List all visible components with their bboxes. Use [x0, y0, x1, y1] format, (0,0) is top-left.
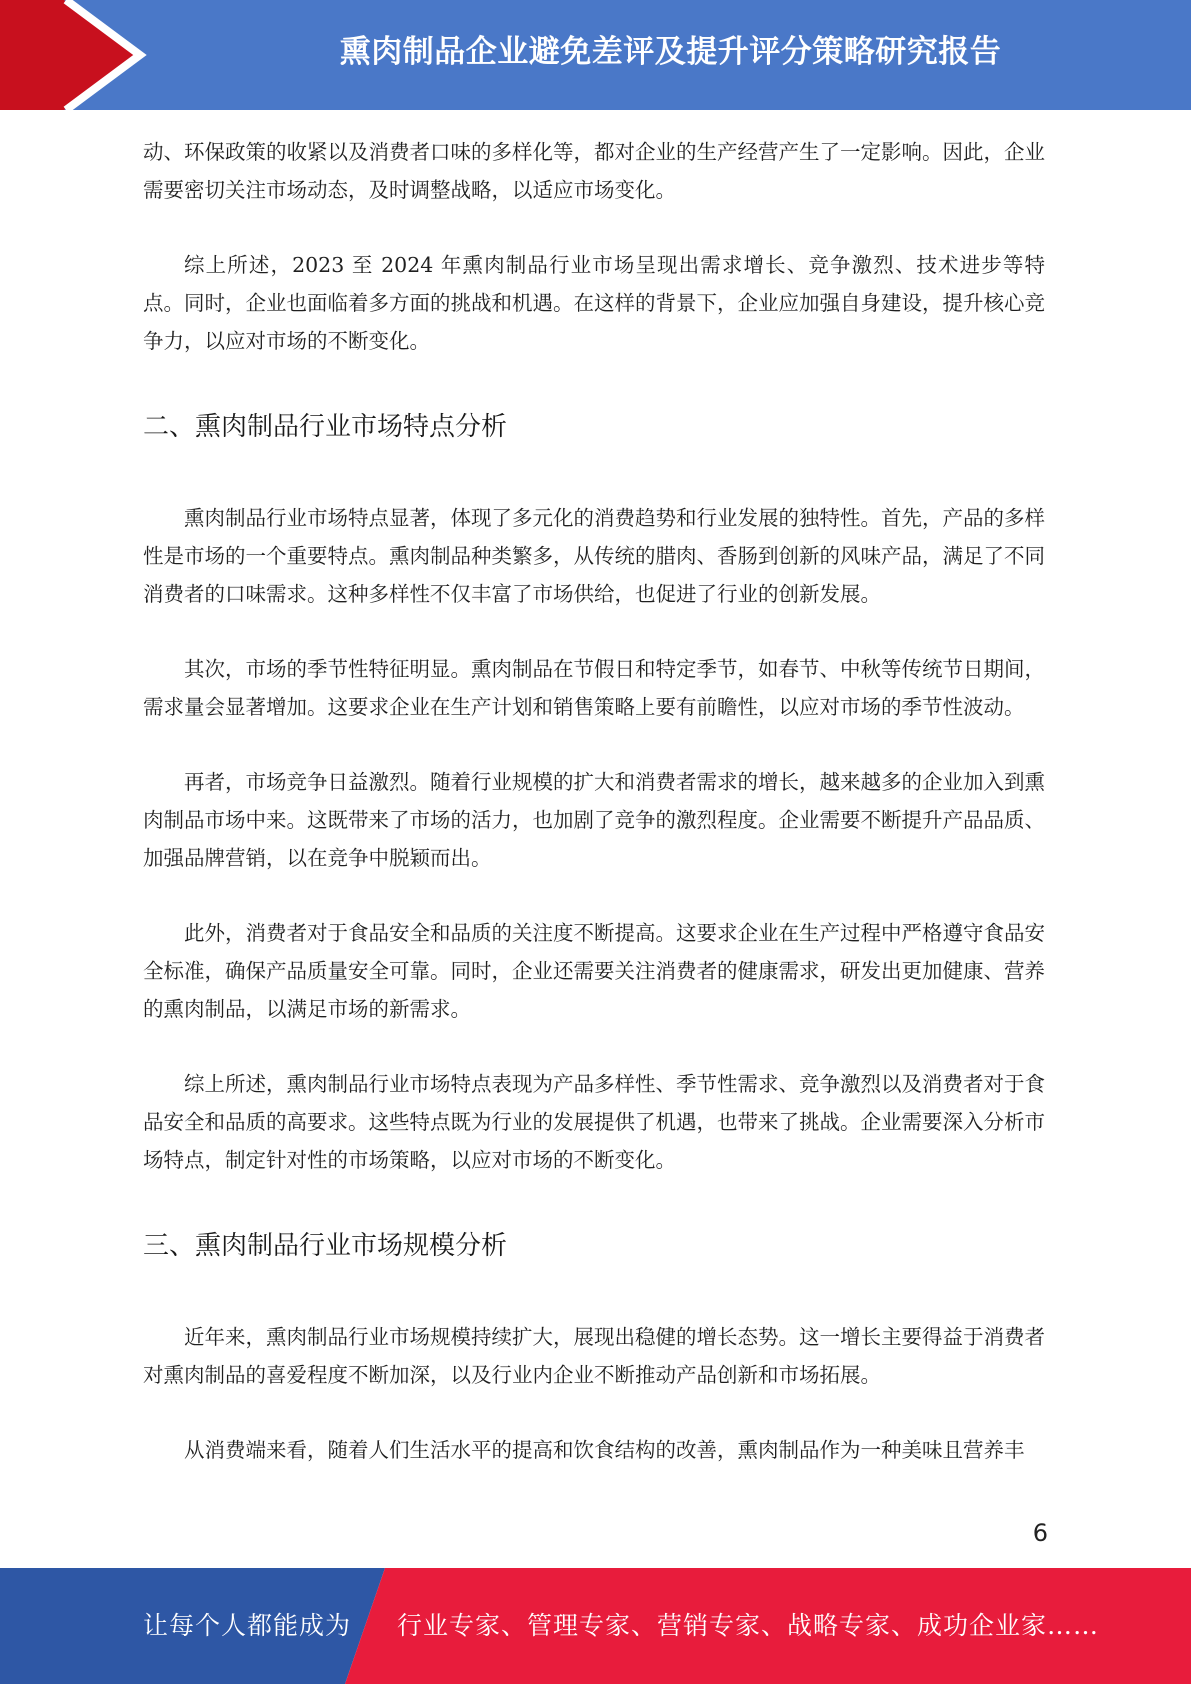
paragraph: 近年来，熏肉制品行业市场规模持续扩大，展现出稳健的增长态势。这一增长主要得益于消费者对熏肉制品的喜爱程度不断加深，以及行业内企业不断推动产品创新和市场拓展。 — [143, 1325, 1045, 1387]
paragraph: 此外，消费者对于食品安全和品质的关注度不断提高。这要求企业在生产过程中严格遵守食品安全标准，确保产品质量安全可靠。同时，企业还需要关注消费者的健康需求，研发出更加健康、营养的熏肉制品，以满足市场的新需求。 — [143, 921, 1045, 1021]
page-number: 6 — [1032, 1519, 1048, 1547]
paragraph: 其次，市场的季节性特征明显。熏肉制品在节假日和特定季节，如春节、中秋等传统节日期间，需求量会显著增加。这要求企业在生产计划和销售策略上要有前瞻性，以应对市场的季节性波动。 — [143, 657, 1045, 719]
paragraph: 再者，市场竞争日益激烈。随着行业规模的扩大和消费者需求的增长，越来越多的企业加入到熏肉制品市场中来。这既带来了市场的活力，也加剧了竞争的激烈程度。企业需要不断提升产品品质、加强品牌营销，以在竞争中脱颖而出。 — [143, 770, 1045, 870]
document-body — [143, 133, 1045, 1506]
page-footer — [0, 1568, 1191, 1684]
footer-slogan-left: 让每个人都能成为 — [143, 1611, 352, 1640]
page-header — [0, 0, 1191, 110]
paragraph: 从消费端来看，随着人们生活水平的提高和饮食结构的改善，熏肉制品作为一种美味且营养丰 — [184, 1438, 1025, 1462]
paragraph: 熏肉制品行业市场特点显著，体现了多元化的消费趋势和行业发展的独特性。首先，产品的多样性是市场的一个重要特点。熏肉制品种类繁多，从传统的腊肉、香肠到创新的风味产品，满足了不同消费者的口味需求。这种多样性不仅丰富了市场供给，也促进了行业的创新发展。 — [143, 506, 1045, 606]
report-title: 熏肉制品企业避免差评及提升评分策略研究报告 — [339, 34, 1002, 70]
paragraph-continuation: 动、环保政策的收紧以及消费者口味的多样化等，都对企业的生产经营产生了一定影响。因此，企业需要密切关注市场动态，及时调整战略，以适应市场变化。 — [143, 140, 1045, 202]
section-heading-market-characteristics: 二、熏肉制品行业市场特点分析 — [143, 412, 508, 442]
footer-slogan-right: 行业专家、管理专家、营销专家、战略专家、成功企业家…… — [397, 1611, 1100, 1640]
section-heading-market-size: 三、熏肉制品行业市场规模分析 — [143, 1231, 508, 1261]
paragraph-summary: 综上所述，2023 至 2024 年熏肉制品行业市场呈现出需求增长、竞争激烈、技术进步等特点。同时，企业也面临着多方面的挑战和机遇。在这样的背景下，企业应加强自身建设，提升核心竞争力，以应对市场的不断变化。 — [143, 253, 1045, 353]
paragraph: 综上所述，熏肉制品行业市场特点表现为产品多样性、季节性需求、竞争激烈以及消费者对于食品安全和品质的高要求。这些特点既为行业的发展提供了机遇，也带来了挑战。企业需要深入分析市场特点，制定针对性的市场策略，以应对市场的不断变化。 — [143, 1072, 1045, 1172]
